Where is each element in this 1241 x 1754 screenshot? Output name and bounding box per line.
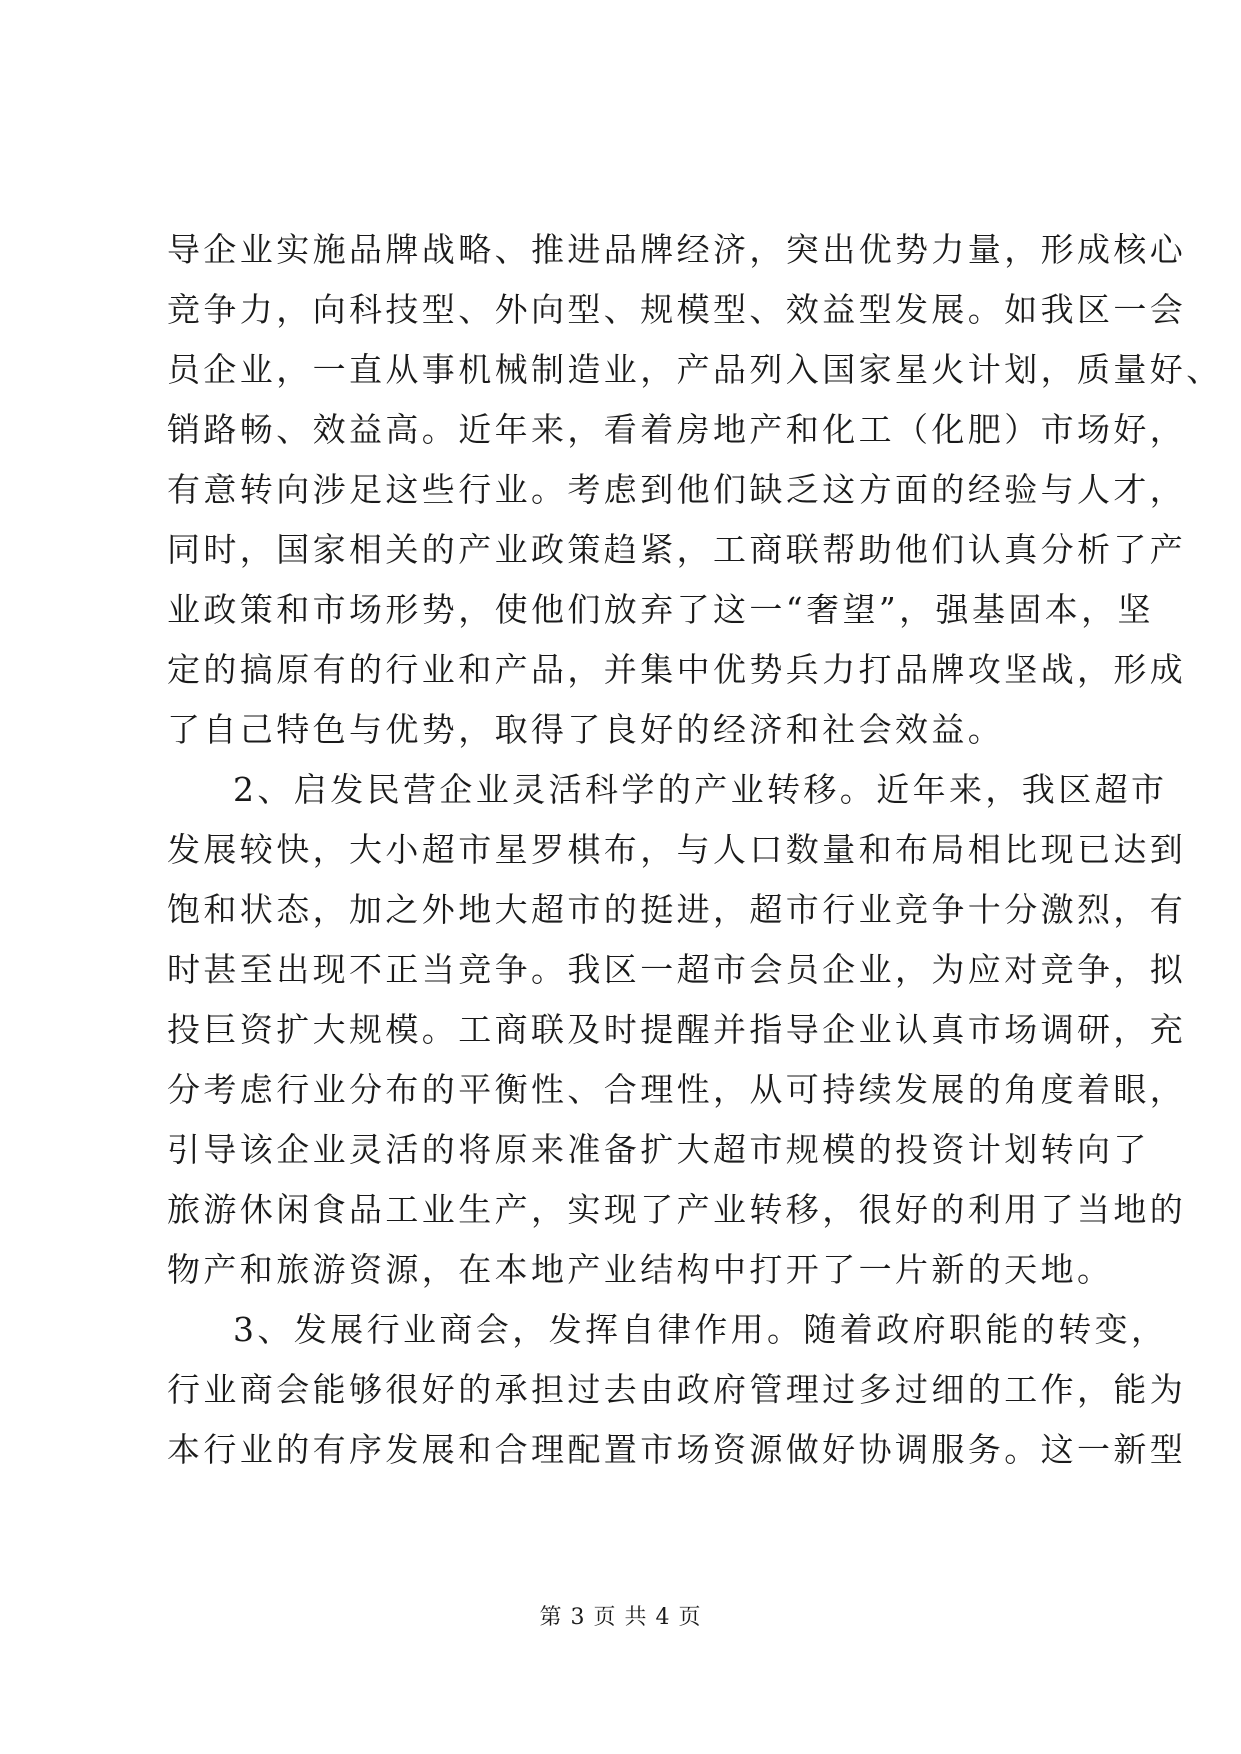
text-line: 饱和状态，加之外地大超市的挺进，超市行业竞争十分激烈，有: [167, 890, 1187, 929]
text-line: 分考虑行业分布的平衡性、合理性，从可持续发展的角度着眼，: [167, 1070, 1187, 1109]
text-line: 业政策和市场形势，使他们放弃了这一“奢望”，强基固本，坚: [167, 590, 1154, 629]
text-line: 2、启发民营企业灵活科学的产业转移。近年来，我区超市: [233, 770, 1168, 809]
text-line: 同时，国家相关的产业政策趋紧，工商联帮助他们认真分析了产: [167, 530, 1187, 569]
text-line: 发展较快，大小超市星罗棋布，与人口数量和布局相比现已达到: [167, 830, 1187, 869]
text-line: 时甚至出现不正当竞争。我区一超市会员企业，为应对竞争，拟: [167, 950, 1187, 989]
text-line: 定的搞原有的行业和产品，并集中优势兵力打品牌攻坚战，形成: [167, 650, 1187, 689]
text-line: 了自己特色与优势，取得了良好的经济和社会效益。: [167, 710, 1005, 749]
text-line: 3、发展行业商会，发挥自律作用。随着政府职能的转变，: [233, 1310, 1168, 1349]
text-line: 投巨资扩大规模。工商联及时提醒并指导企业认真市场调研，充: [167, 1010, 1187, 1049]
text-line: 员企业，一直从事机械制造业，产品列入国家星火计划，质量好、: [167, 350, 1223, 389]
text-line: 物产和旅游资源，在本地产业结构中打开了一片新的天地。: [167, 1250, 1114, 1289]
page-footer: 第 3 页 共 4 页: [539, 1605, 702, 1630]
text-line: 销路畅、效益高。近年来，看着房地产和化工（化肥）市场好，: [167, 410, 1187, 449]
text-line: 引导该企业灵活的将原来准备扩大超市规模的投资计划转向了: [167, 1130, 1150, 1169]
text-line: 导企业实施品牌战略、推进品牌经济，突出优势力量，形成核心: [167, 230, 1187, 269]
text-line: 行业商会能够很好的承担过去由政府管理过多过细的工作，能为: [167, 1370, 1187, 1409]
text-line: 本行业的有序发展和合理配置市场资源做好协调服务。这一新型: [167, 1430, 1187, 1469]
document-body: [167, 220, 1223, 1480]
text-line: 旅游休闲食品工业生产，实现了产业转移，很好的利用了当地的: [167, 1190, 1187, 1229]
text-line: 有意转向涉足这些行业。考虑到他们缺乏这方面的经验与人才，: [167, 470, 1187, 509]
text-line: 竞争力，向科技型、外向型、规模型、效益型发展。如我区一会: [167, 290, 1187, 329]
